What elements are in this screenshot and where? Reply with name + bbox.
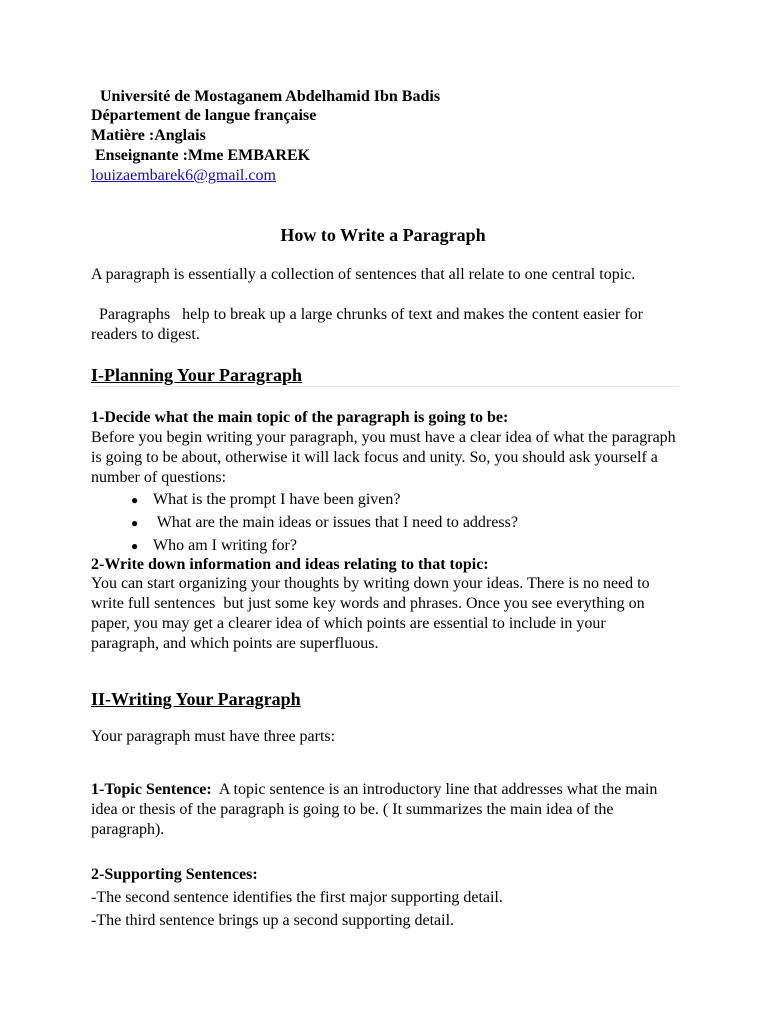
step-2-heading: 2-Write down information and ideas relating to that topic: (91, 556, 489, 573)
university-name: Université de Mostaganem Abdelhamid Ibn Badis (100, 88, 441, 105)
list-item (91, 490, 518, 513)
list-item-text: What is the prompt I have been given? (153, 491, 401, 508)
bullet-dot-icon: ● (131, 516, 139, 530)
supporting-line-2: -The third sentence brings up a second supporting detail. (91, 912, 455, 929)
step-1-heading: 1-Decide what the main topic of the paragraph is going to be: (91, 409, 509, 426)
section-2-heading: II-Writing Your Paragraph (91, 689, 301, 709)
question-list (91, 490, 518, 559)
department-name: Département de langue française (91, 107, 317, 124)
section-1-heading: I-Planning Your Paragraph (91, 365, 303, 385)
teacher-line: Enseignante :Mme EMBAREK (95, 147, 311, 164)
topic-sentence-paragraph (91, 780, 676, 840)
list-item-text: Who am I writing for? (153, 537, 297, 554)
step-1-text: Before you begin writing your paragraph, you must have a clear idea of what the paragraph is going to be about, otherwise it will lack focus and unity. So, you should ask yourself a number of questions: (91, 429, 676, 486)
email-link[interactable]: louizaembarek6@gmail.com (91, 167, 276, 184)
supporting-sentences-heading: 2-Supporting Sentences: (91, 866, 258, 883)
bullet-dot-icon: ● (131, 493, 139, 507)
document-title: How to Write a Paragraph (280, 225, 486, 245)
list-item (91, 513, 518, 536)
subject-line: Matière :Anglais (91, 127, 206, 144)
intro-paragraph-2: Paragraphs help to break up a large chrunks of text and makes the content easier for readers to digest. (91, 306, 647, 343)
bullet-dot-icon: ● (131, 539, 139, 553)
list-item-text: What are the main ideas or issues that I need to address? (153, 514, 518, 531)
topic-sentence-text: A topic sentence is an introductory line that addresses what the main idea or thesis of the paragraph is going to be. ( It summarizes the main idea of the paragraph). (91, 781, 662, 838)
section-2-intro: Your paragraph must have three parts: (91, 728, 336, 745)
topic-sentence-label: 1-Topic Sentence: (91, 781, 212, 798)
section-divider (91, 386, 679, 387)
step-2-text: You can start organizing your thoughts by writing down your ideas. There is no need to write full sentences but just some key words and phrases. Once you see everything on paper, you may get a clearer idea of which points are essential to include in your paragraph, and which points are superfluous. (91, 575, 654, 652)
intro-paragraph-1: A paragraph is essentially a collection of sentences that all relate to one central topic. (91, 266, 636, 283)
supporting-line-1: -The second sentence identifies the first major supporting detail. (91, 889, 503, 906)
